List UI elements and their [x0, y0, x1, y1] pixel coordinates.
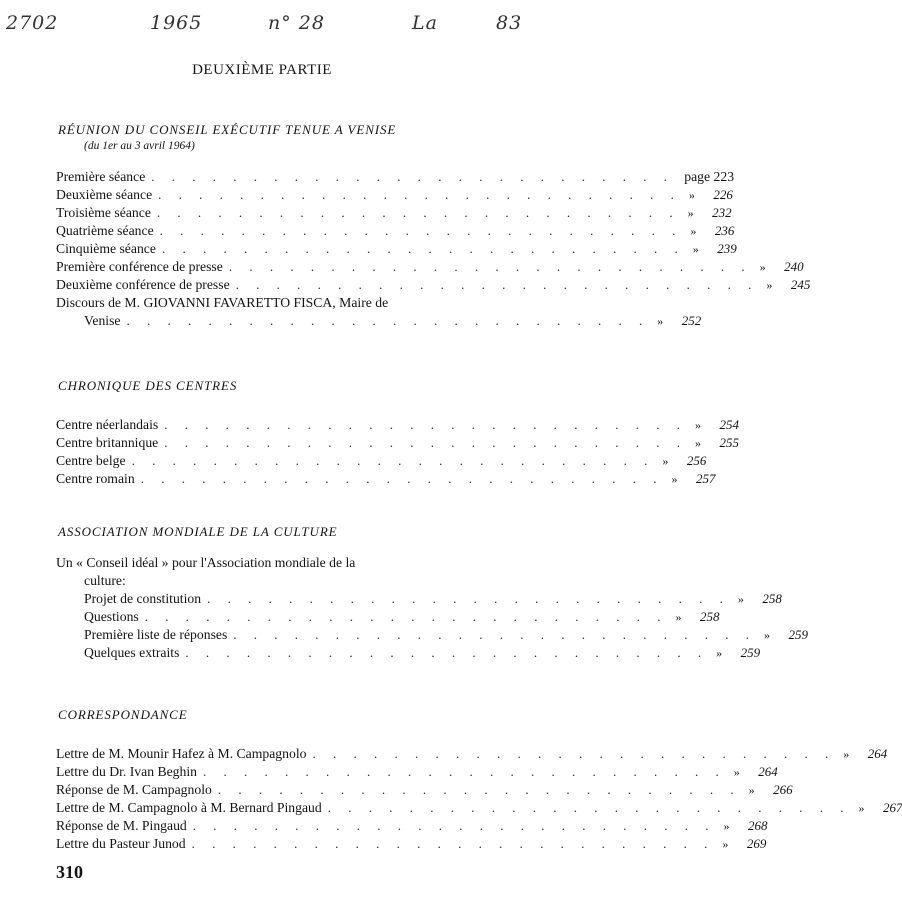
- handwritten-note-5: 83: [496, 12, 523, 34]
- entry-page: 259: [788, 627, 809, 642]
- entry-page: 268: [748, 818, 768, 833]
- entry-page: 232: [712, 205, 732, 220]
- toc-entry-discours-line1: Discours de M. GIOVANNI FAVARETTO FISCA, Maire de: [56, 295, 389, 310]
- leader-dots: . . . . . . . . . . . . . . . . . . . . . . . . . .: [217, 782, 741, 797]
- ditto-mark: »: [687, 206, 694, 220]
- page-number: 310: [56, 862, 83, 882]
- entry-page: 252: [681, 313, 702, 328]
- ditto-mark: »: [716, 646, 723, 660]
- ditto-mark: »: [748, 783, 755, 797]
- section-correspondance: [56, 707, 902, 853]
- ditto-mark: »: [843, 747, 850, 761]
- toc-entry: [56, 222, 735, 240]
- ditto-mark: »: [662, 454, 669, 468]
- entry-page: 236: [714, 223, 735, 238]
- entry-page: 264: [758, 764, 778, 779]
- entry-page: 264: [867, 746, 888, 761]
- entry-page: 226: [713, 187, 733, 202]
- intro-line: Un « Conseil idéal » pour l'Association mondiale de la: [56, 555, 356, 570]
- entry-label: Projet de constitution: [84, 591, 202, 606]
- leader-dots: . . . . . . . . . . . . . . . . . . . . . . . . . .: [203, 764, 726, 779]
- entry-page: 255: [719, 435, 739, 450]
- toc-entry: [56, 204, 732, 222]
- leader-dots: . . . . . . . . . . . . . . . . . . . . . . . . . .: [158, 187, 681, 202]
- entry-page: 258: [762, 591, 782, 606]
- handwritten-note-2: 1965: [150, 12, 203, 34]
- toc-entry: [56, 608, 720, 626]
- entry-label: Lettre du Pasteur Junod: [56, 836, 186, 851]
- toc-entry: [56, 416, 739, 434]
- leader-dots: . . . . . . . . . . . . . . . . . . . . . . . . . .: [233, 627, 757, 642]
- section-subtitle: (du 1er au 3 avril 1964): [84, 140, 195, 152]
- leader-dots: . . . . . . . . . . . . . . . . . . . . . . . . . .: [185, 645, 709, 660]
- handwritten-note-1: 2702: [6, 12, 59, 34]
- leader-dots: . . . . . . . . . . . . . . . . . . . . . . . . . .: [191, 836, 715, 851]
- entry-label: Réponse de M. Campagnolo: [56, 782, 212, 797]
- toc-entry: [56, 799, 902, 817]
- ditto-mark: »: [733, 765, 740, 779]
- toc-entry: [56, 312, 702, 330]
- toc-entry: [56, 186, 733, 204]
- leader-dots: . . . . . . . . . . . . . . . . . . . . . . . . . .: [312, 746, 836, 761]
- section-title: CHRONIQUE DES CENTRES: [58, 378, 238, 393]
- toc-entry: [56, 258, 804, 276]
- ditto-mark: »: [675, 610, 682, 624]
- entry-label: Lettre de M. Campagnolo à M. Bernard Pingaud: [56, 800, 322, 815]
- entry-label: Centre néerlandais: [56, 417, 159, 432]
- entry-page: 240: [784, 259, 804, 274]
- handwritten-note-3: n° 28: [268, 12, 325, 34]
- ditto-mark: »: [671, 472, 678, 486]
- toc-entry: [56, 817, 768, 835]
- ditto-mark: »: [690, 224, 697, 238]
- entry-page: 239: [717, 241, 737, 256]
- section-title: RÉUNION DU CONSEIL EXÉCUTIF TENUE A VENISE: [58, 122, 397, 137]
- toc-entry: [56, 745, 888, 763]
- handwritten-note-4: La: [412, 12, 438, 34]
- entry-page: 254: [719, 417, 739, 432]
- entry-page: 245: [790, 277, 811, 292]
- section-title: ASSOCIATION MONDIALE DE LA CULTURE: [58, 524, 338, 539]
- entry-label: Centre britannique: [56, 435, 159, 450]
- entry-page: 259: [740, 645, 761, 660]
- ditto-mark: »: [722, 837, 729, 851]
- leader-dots: . . . . . . . . . . . . . . . . . . . . . . . . . .: [228, 259, 752, 274]
- ditto-mark: »: [695, 436, 701, 450]
- toc-entry: [56, 781, 793, 799]
- leader-dots: . . . . . . . . . . . . . . . . . . . . . . . . . .: [144, 609, 668, 624]
- intro-line-cont: culture:: [84, 573, 126, 588]
- entry-page: 258: [700, 609, 720, 624]
- ditto-mark: »: [657, 314, 664, 328]
- toc-entry: [56, 168, 735, 186]
- page-title: DEUXIÈME PARTIE: [192, 62, 332, 78]
- section-title: CORRESPONDANCE: [58, 707, 188, 722]
- leader-dots: . . . . . . . . . . . . . . . . . . . . . . . . . .: [235, 277, 759, 292]
- leader-dots: . . . . . . . . . . . . . . . . . . . . . . . . . .: [126, 313, 650, 328]
- ditto-mark: »: [858, 801, 865, 815]
- leader-dots: . . . . . . . . . . . . . . . . . . . . . . . . . .: [140, 471, 664, 486]
- leader-dots: . . . . . . . . . . . . . . . . . . . . . . . . . .: [151, 169, 675, 184]
- entry-label: Cinquième séance: [56, 241, 156, 256]
- leader-dots: . . . . . . . . . . . . . . . . . . . . . . . . . .: [164, 417, 687, 432]
- toc-entry: [56, 452, 707, 470]
- toc-entry: [56, 276, 811, 294]
- entry-label: Lettre de M. Mounir Hafez à M. Campagnolo: [56, 746, 307, 761]
- section-association-mondiale: [56, 524, 809, 662]
- entry-label: Questions: [84, 609, 139, 624]
- toc-entry: [56, 644, 761, 662]
- toc-entry: [56, 763, 778, 781]
- toc-entry: [56, 434, 739, 452]
- entry-label: Deuxième conférence de presse: [56, 277, 230, 292]
- entry-page: 267: [882, 800, 902, 815]
- leader-dots: . . . . . . . . . . . . . . . . . . . . . . . . . .: [161, 241, 685, 256]
- entry-page: 257: [695, 471, 716, 486]
- entry-label: Première conférence de presse: [56, 259, 223, 274]
- entry-label: Deuxième séance: [56, 187, 153, 202]
- toc-entry: [56, 835, 767, 853]
- leader-dots: . . . . . . . . . . . . . . . . . . . . . . . . . .: [192, 818, 716, 833]
- entry-page: 269: [746, 836, 767, 851]
- entry-label: Première liste de réponses: [84, 627, 228, 642]
- leader-dots: . . . . . . . . . . . . . . . . . . . . . . . . . .: [207, 591, 730, 606]
- entry-label: Réponse de M. Pingaud: [56, 818, 187, 833]
- toc-entry: [56, 626, 809, 644]
- entry-label: Quatrième séance: [56, 223, 154, 238]
- leader-dots: . . . . . . . . . . . . . . . . . . . . . . . . . .: [131, 453, 655, 468]
- ditto-mark: »: [737, 592, 744, 606]
- ditto-mark: »: [688, 188, 695, 202]
- entry-label: Centre romain: [56, 471, 135, 486]
- entry-label: Troisième séance: [56, 205, 151, 220]
- toc-entry: [56, 470, 716, 488]
- leader-dots: . . . . . . . . . . . . . . . . . . . . . . . . . .: [156, 205, 680, 220]
- leader-dots: . . . . . . . . . . . . . . . . . . . . . . . . . .: [164, 435, 687, 450]
- entry-page: 256: [686, 453, 707, 468]
- ditto-mark: »: [694, 418, 701, 432]
- leader-dots: . . . . . . . . . . . . . . . . . . . . . . . . . .: [159, 223, 683, 238]
- entry-label: Première séance: [56, 169, 146, 184]
- entry-label: Quelques extraits: [84, 645, 180, 660]
- entry-label: Venise: [84, 313, 121, 328]
- entry-label: Centre belge: [56, 453, 126, 468]
- entry-page: 266: [773, 782, 793, 797]
- ditto-mark: »: [759, 260, 766, 274]
- ditto-mark: »: [692, 242, 699, 256]
- toc-entry: [56, 240, 737, 258]
- ditto-mark: »: [723, 819, 730, 833]
- section-chronique-centres: [56, 378, 739, 488]
- section-conseil-executif: [56, 122, 811, 330]
- leader-dots: . . . . . . . . . . . . . . . . . . . . . . . . . .: [327, 800, 851, 815]
- entry-page: page 223: [684, 169, 735, 184]
- toc-entry: [56, 590, 782, 608]
- entry-label: Lettre du Dr. Ivan Beghin: [56, 764, 198, 779]
- ditto-mark: »: [764, 628, 771, 642]
- ditto-mark: »: [766, 278, 773, 292]
